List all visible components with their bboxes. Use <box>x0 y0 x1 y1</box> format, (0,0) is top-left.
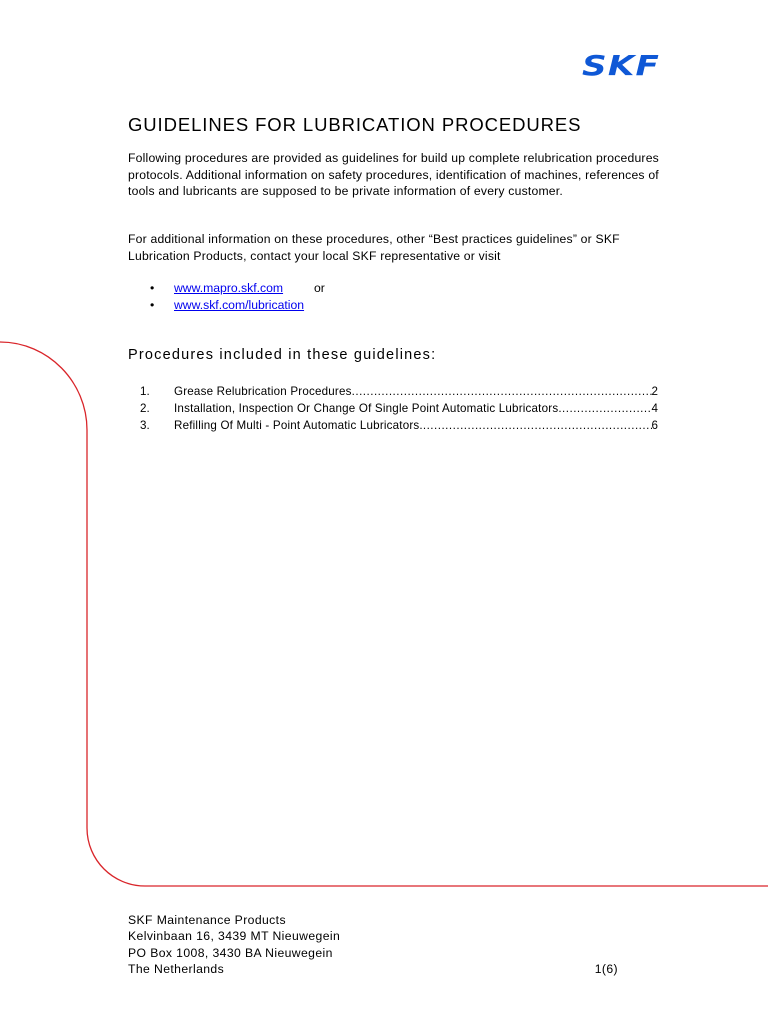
document-title: GUIDELINES FOR LUBRICATION PROCEDURES <box>128 114 582 135</box>
link-skf-lubrication[interactable]: www.skf.com/lubrication <box>174 298 305 312</box>
page-number: 1(6) <box>594 961 618 976</box>
link-mapro[interactable]: www.mapro.skf.com <box>174 281 284 295</box>
toc-page: 2 <box>651 385 658 398</box>
toc-leader <box>352 383 652 400</box>
footer-country: The Netherlands <box>128 961 225 976</box>
toc-heading: Procedures included in these guidelines: <box>128 347 437 363</box>
footer-company: SKF Maintenance Products <box>128 913 286 927</box>
toc-page: 4 <box>651 402 658 415</box>
intro-paragraph: Following procedures are provided as guidelines for build up complete relubrication procedures protocols. Additional information on safety procedures, identification of machines, references of tools and lubricants are supposed to be private information of every customer. <box>128 151 659 198</box>
toc-leader <box>558 400 651 417</box>
toc-title: Installation, Inspection Or Change Of Single Point Automatic Lubricators <box>174 402 559 415</box>
toc-page: 6 <box>651 419 658 432</box>
toc-number: 3. <box>140 419 150 432</box>
footer-address-line1: Kelvinbaan 16, 3439 MT Nieuwegein <box>128 929 341 944</box>
toc-number: 2. <box>140 402 150 415</box>
table-of-contents <box>140 383 658 434</box>
toc-leader <box>423 417 652 434</box>
toc-item[interactable] <box>140 417 658 434</box>
toc-title: Grease Relubrication Procedures <box>174 385 352 398</box>
bullet-icon: • <box>150 281 155 295</box>
toc-item[interactable] <box>140 400 658 417</box>
bullet-icon: • <box>150 298 155 312</box>
footer-address-line2: PO Box 1008, 3430 BA Nieuwegein <box>128 945 333 960</box>
link-suffix: or <box>314 281 325 295</box>
info-paragraph: For additional information on these procedures, other “Best practices guidelines” or SKF Lubrication Products, contact your local SKF representative or visit <box>128 232 620 263</box>
toc-title: Refilling Of Multi - Point Automatic Lubricators. <box>174 419 423 432</box>
skf-logo: SKF <box>582 49 661 82</box>
footer-address <box>128 912 618 977</box>
toc-number: 1. <box>140 385 150 398</box>
toc-item[interactable] <box>140 383 658 400</box>
footer-country-row <box>128 961 618 977</box>
